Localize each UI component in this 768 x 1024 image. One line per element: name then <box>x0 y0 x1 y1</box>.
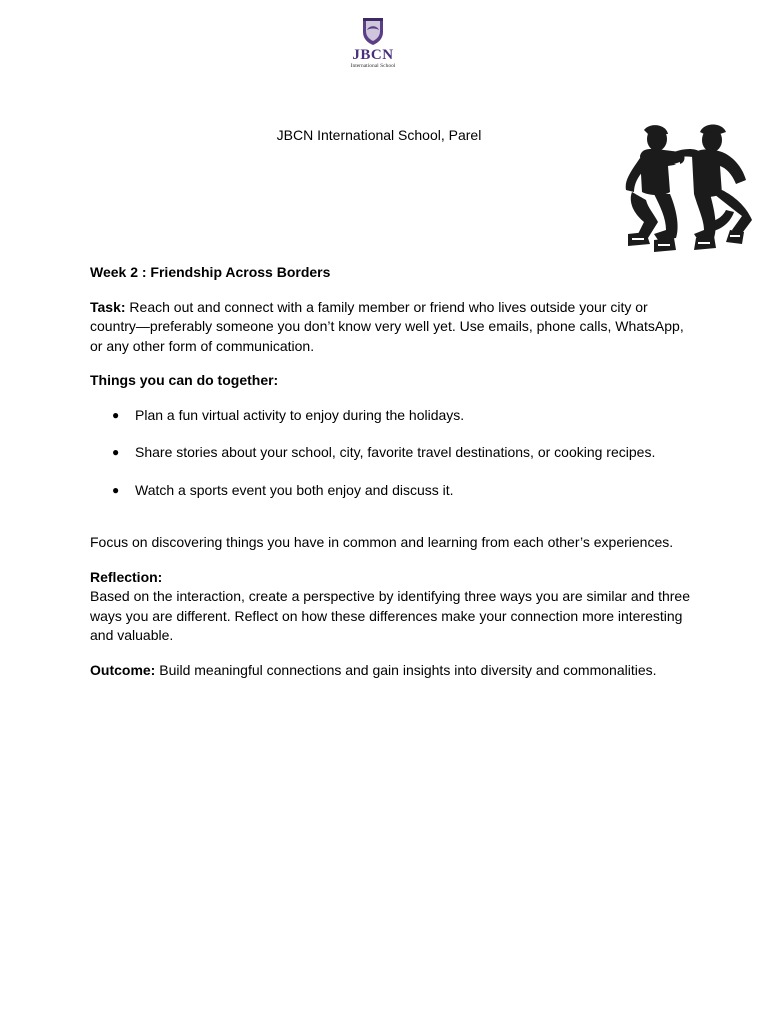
school-name: JBCN International School, Parel <box>276 127 482 143</box>
focus-paragraph: Focus on discovering things you have in common and learning from each other’s experiences. <box>90 534 674 550</box>
reflection-text: Based on the interaction, create a perspective by identifying three ways you are similar and three ways you are different. Reflect on how these differences make your connection more interesting and valuable. <box>90 588 690 643</box>
bullet-icon: ● <box>112 482 120 497</box>
outcome-text: Build meaningful connections and gain insights into diversity and commonalities. <box>155 661 657 678</box>
activity-list <box>90 406 690 501</box>
list-item-text: Share stories about your school, city, favorite travel destinations, or cooking recipes. <box>135 444 656 460</box>
worksheet-content <box>90 263 690 680</box>
things-heading: Things you can do together: <box>90 372 279 388</box>
week-title: Week 2 : Friendship Across Borders <box>90 264 331 280</box>
logo-subtitle: International School <box>350 63 396 69</box>
list-item-text: Watch a sports event you both enjoy and discuss it. <box>135 481 454 498</box>
school-logo <box>340 14 406 70</box>
outcome-label: Outcome: <box>90 661 156 678</box>
bullet-icon: ● <box>112 445 120 459</box>
list-item-text: Plan a fun virtual activity to enjoy during the holidays. <box>135 406 465 423</box>
friends-illustration <box>614 122 754 254</box>
outcome-paragraph <box>90 661 690 681</box>
logo-name: JBCN <box>352 47 394 63</box>
list-item <box>90 481 690 501</box>
shield-icon <box>360 16 386 46</box>
task-text: Reach out and connect with a family member or friend who lives outside your city or country—preferably someone you don’t know very well yet. Use emails, phone calls, WhatsApp, or any other form of communication. <box>90 298 684 354</box>
bullet-icon: ● <box>112 407 120 422</box>
list-item <box>90 443 690 463</box>
list-item <box>90 406 690 426</box>
task-label: Task: <box>90 298 126 315</box>
reflection-label: Reflection: <box>90 568 163 585</box>
two-friends-sitting-icon <box>614 122 754 254</box>
task-paragraph <box>90 298 690 357</box>
